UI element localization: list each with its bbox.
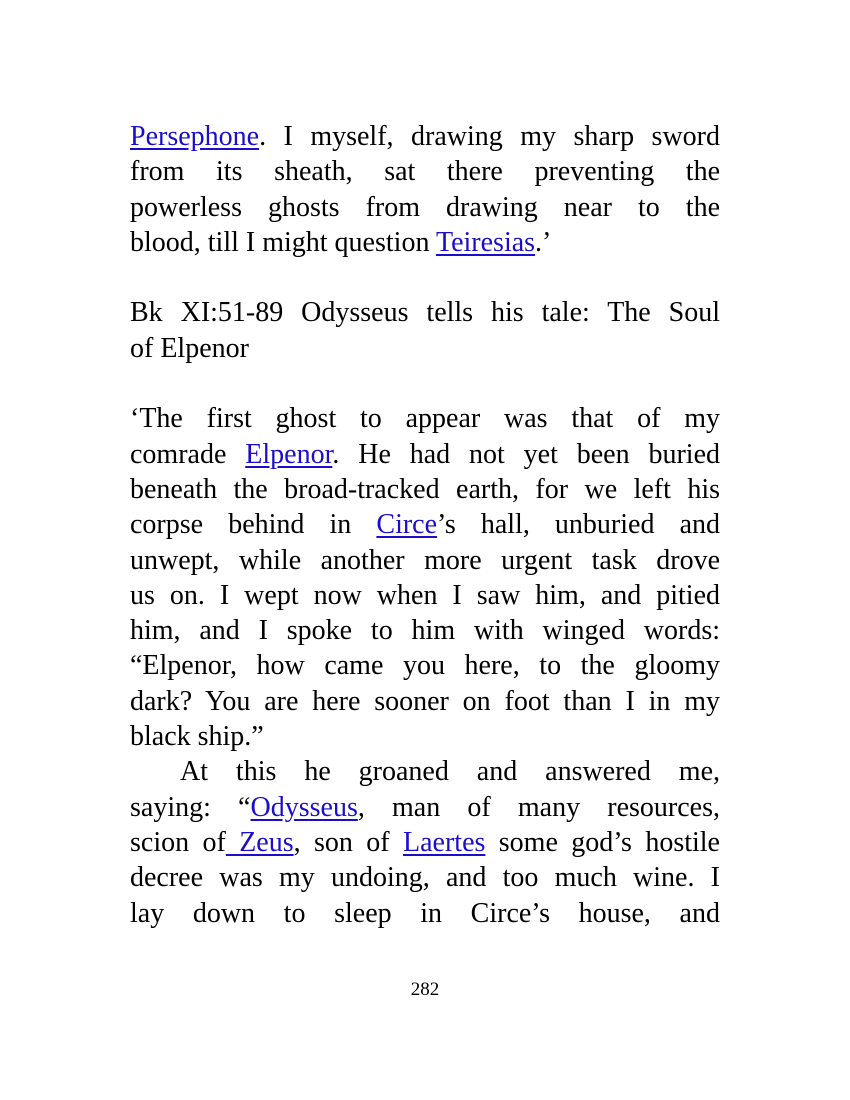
text-line: us on. I wept now when I saw him, and pitied bbox=[130, 579, 720, 611]
text-fragment: . I myself, drawing my sharp sword bbox=[259, 121, 720, 152]
text-line bbox=[130, 507, 720, 542]
text-line bbox=[130, 790, 720, 825]
text-line: from its sheath, sat there preventing the bbox=[130, 156, 720, 188]
text-line: him, and I spoke to him with winged words: bbox=[130, 615, 720, 647]
text-line: “Elpenor, how came you here, to the gloomy bbox=[130, 650, 720, 682]
blank-line bbox=[130, 260, 720, 295]
text-line: ‘The first ghost to appear was that of my bbox=[130, 403, 720, 435]
link-zeus[interactable]: Zeus bbox=[225, 826, 294, 858]
text-fragment: scion of bbox=[130, 826, 226, 858]
link-teiresias[interactable]: Teiresias bbox=[435, 226, 536, 258]
text-fragment: . He had not yet been buried bbox=[332, 438, 721, 470]
link-laertes[interactable]: Laertes bbox=[403, 826, 486, 858]
page-number: 282 bbox=[410, 979, 440, 1000]
text-line: black ship.” bbox=[130, 721, 264, 753]
text-line bbox=[130, 225, 720, 260]
page-body bbox=[130, 119, 720, 931]
text-line bbox=[130, 119, 720, 154]
text-fragment: blood, till I might question bbox=[130, 226, 436, 258]
text-line: At this he groaned and answered me, bbox=[180, 756, 720, 788]
paragraph-persephone bbox=[130, 119, 720, 260]
link-persephone[interactable]: Persephone bbox=[130, 121, 260, 152]
blank-line bbox=[130, 366, 720, 401]
text-fragment: ’s hall, unburied and bbox=[437, 509, 721, 541]
text-fragment: , son of bbox=[293, 826, 403, 858]
paragraph-groaned bbox=[130, 754, 720, 930]
text-line: dark? You are here sooner on foot than I in my bbox=[130, 685, 720, 717]
section-heading bbox=[130, 295, 720, 366]
text-line bbox=[130, 437, 720, 472]
text-line: powerless ghosts from drawing near to the bbox=[130, 191, 720, 223]
text-fragment: .’ bbox=[535, 226, 552, 258]
heading-line: of Elpenor bbox=[130, 332, 249, 364]
link-odysseus[interactable]: Odysseus bbox=[250, 791, 358, 823]
text-fragment: corpse behind in bbox=[130, 509, 377, 541]
paragraph-elpenor bbox=[130, 401, 720, 754]
text-line: decree was my undoing, and too much wine. I bbox=[130, 862, 720, 894]
text-line bbox=[130, 825, 720, 860]
link-elpenor[interactable]: Elpenor bbox=[245, 438, 333, 470]
text-fragment: saying: “ bbox=[130, 791, 251, 823]
heading-line: Bk XI:51-89 Odysseus tells his tale: The Soul bbox=[130, 297, 720, 329]
text-fragment: comrade bbox=[130, 438, 246, 470]
text-fragment: , man of many resources, bbox=[357, 791, 721, 823]
text-line: beneath the broad-tracked earth, for we left his bbox=[130, 473, 720, 505]
text-fragment: some god’s hostile bbox=[485, 826, 720, 858]
text-line: unwept, while another more urgent task drove bbox=[130, 544, 720, 576]
text-line: lay down to sleep in Circe’s house, and bbox=[130, 897, 720, 929]
link-circe[interactable]: Circe bbox=[376, 509, 438, 541]
